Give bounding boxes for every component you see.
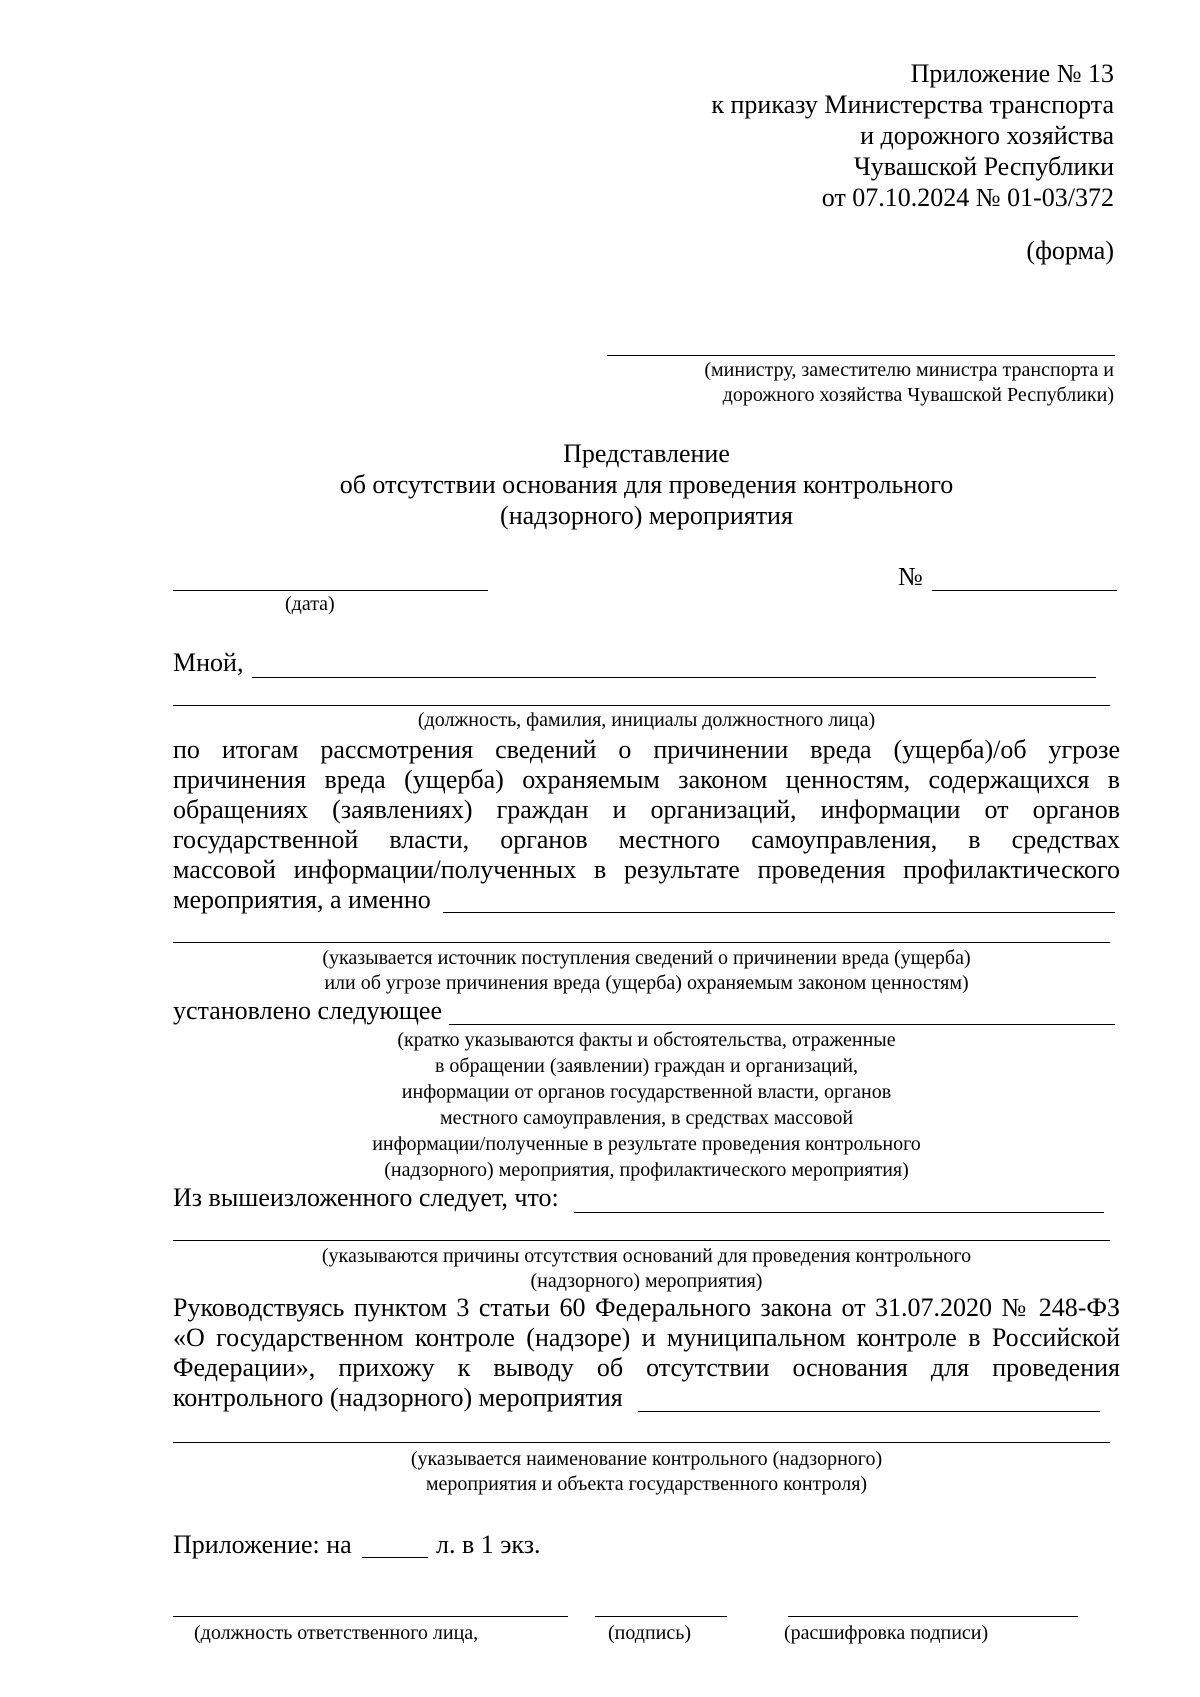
date-line[interactable] xyxy=(173,590,488,591)
facts-caption xyxy=(173,1027,1120,1183)
event-caption xyxy=(173,1447,1120,1497)
order-reference xyxy=(711,58,1114,213)
facts-caption-line-3: информации от органов государственной власти, органов xyxy=(401,1081,892,1103)
form-label: (форма) xyxy=(1026,236,1114,265)
decode-caption: (расшифровка подписи) xyxy=(784,1622,989,1644)
body-line-3: обращениях (заявлениях) граждан и организаций, информации от органов xyxy=(173,795,1120,824)
body-line-5: массовой информации/полученных в результате проведения профилактического xyxy=(173,855,1120,884)
title-line-3: (надзорного) мероприятия xyxy=(500,501,793,530)
attachment-suffix: л. в 1 экз. xyxy=(436,1530,541,1559)
established-label: установлено следующее xyxy=(173,996,443,1025)
addressee-caption-line-2: дорожного хозяйства Чувашской Республики) xyxy=(722,384,1114,406)
source-caption-line-2: или об угрозе причинения вреда (ущерба) охраняемым законом ценностям) xyxy=(324,972,969,994)
reasons-caption-line-2: (надзорного) мероприятия) xyxy=(530,1270,763,1292)
source-caption xyxy=(173,946,1120,996)
conclusion-label: Из вышеизложенного следует, что: xyxy=(173,1183,559,1212)
conclusion-line-2[interactable] xyxy=(173,1240,1110,1241)
legal-line-4: контрольного (надзорного) мероприятия xyxy=(173,1383,623,1412)
facts-line[interactable] xyxy=(449,1024,1115,1025)
reasons-caption-line-1: (указываются причины отсутствия оснований для проведения контрольного xyxy=(321,1245,972,1267)
reasons-caption xyxy=(173,1244,1120,1294)
facts-caption-line-1: (кратко указываются факты и обстоятельства, отраженные xyxy=(397,1029,896,1051)
number-line[interactable] xyxy=(932,590,1117,591)
addressee-caption-line-1: (министру, заместителю министра транспорта и xyxy=(704,359,1114,381)
decode-signature-line[interactable] xyxy=(788,1616,1078,1617)
attachment-prefix: Приложение: на xyxy=(173,1530,352,1559)
order-line-3: и дорожного хозяйства xyxy=(860,121,1114,150)
body-line-2: причинения вреда (ущерба) охраняемым законом ценностям, содержащихся в xyxy=(173,765,1120,794)
body-line-6: мероприятия, а именно xyxy=(173,885,431,914)
official-label: Мной, xyxy=(173,648,244,677)
order-date-number: от 07.10.2024 № 01-03/372 xyxy=(821,183,1114,212)
legal-line-3: Федерации», прихожу к выводу об отсутствии основания для проведения xyxy=(173,1353,1120,1382)
number-label: № xyxy=(898,562,923,591)
facts-caption-line-4: местного самоуправления, в средствах массовой xyxy=(439,1107,854,1129)
facts-caption-line-6: (надзорного) мероприятия, профилактического мероприятия) xyxy=(384,1159,909,1181)
source-caption-line-1: (указывается источник поступления сведений о причинении вреда (ущерба) xyxy=(322,947,971,969)
official-caption: (должность, фамилия, инициалы должностного лица) xyxy=(417,709,876,731)
legal-line-1: Руководствуясь пунктом 3 статьи 60 Федерального закона от 31.07.2020 № 248-ФЗ xyxy=(173,1293,1120,1322)
appendix-number: Приложение № 13 xyxy=(910,59,1114,88)
event-line-2[interactable] xyxy=(173,1442,1110,1443)
order-line-4: Чувашской Республики xyxy=(853,152,1114,181)
official-line-1[interactable] xyxy=(252,677,1096,678)
source-line-1[interactable] xyxy=(443,912,1115,913)
position-caption: (должность ответственного лица, xyxy=(194,1622,479,1644)
sign-caption: (подпись) xyxy=(608,1622,692,1644)
event-caption-line-2: мероприятия и объекта государственного контроля) xyxy=(425,1473,868,1495)
source-line-2[interactable] xyxy=(173,942,1110,943)
date-caption: (дата) xyxy=(285,593,335,615)
facts-caption-line-5: информации/полученные в результате проведения контрольного xyxy=(372,1133,921,1155)
order-line-2: к приказу Министерства транспорта xyxy=(711,90,1114,119)
conclusion-line-1[interactable] xyxy=(574,1212,1104,1213)
facts-caption-line-2: в обращении (заявлении) граждан и организаций, xyxy=(434,1055,859,1077)
event-caption-line-1: (указывается наименование контрольного (надзорного) xyxy=(410,1448,883,1470)
signature-line[interactable] xyxy=(595,1616,727,1617)
addressee-caption xyxy=(704,358,1114,408)
position-signature-line[interactable] xyxy=(173,1616,568,1617)
title-line-1: Представление xyxy=(563,439,730,468)
body-line-4: государственной власти, органов местного самоуправления, в средствах xyxy=(173,825,1120,854)
event-line-1[interactable] xyxy=(638,1411,1100,1412)
document-title xyxy=(173,438,1120,531)
official-line-2[interactable] xyxy=(173,705,1110,706)
legal-line-2: «О государственном контроле (надзоре) и муниципальном контроле в Российской xyxy=(173,1323,1120,1352)
body-line-1: по итогам рассмотрения сведений о причинении вреда (ущерба)/об угрозе xyxy=(173,735,1120,764)
attachment-pages-line[interactable] xyxy=(362,1557,428,1558)
addressee-line[interactable] xyxy=(607,355,1115,356)
title-line-2: об отсутствии основания для проведения контрольного xyxy=(339,470,954,499)
